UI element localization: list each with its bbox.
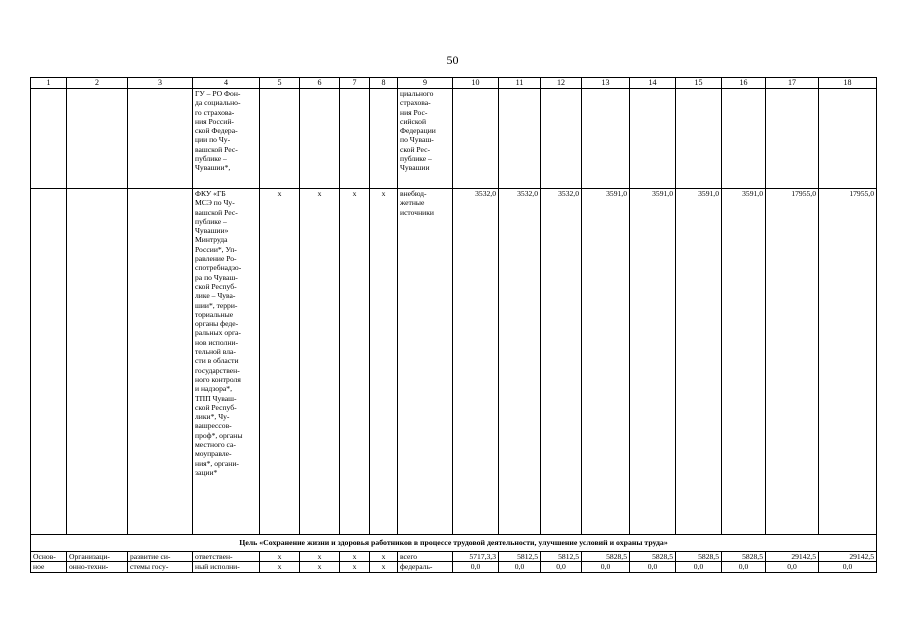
column-number: 12 — [541, 78, 582, 89]
value-cell: 17955,0 — [766, 189, 819, 535]
column-number: 11 — [499, 78, 541, 89]
x-mark: x — [370, 189, 398, 535]
value-cell: 0,0 — [630, 562, 676, 572]
value-cell: 3532,0 — [453, 189, 499, 535]
x-mark: x — [370, 562, 398, 572]
value-cell: 5717,3,3 — [453, 552, 499, 562]
value-cell: 3532,0 — [541, 189, 582, 535]
value-cell: 5828,5 — [676, 552, 722, 562]
x-mark: x — [300, 552, 340, 562]
x-mark: x — [300, 562, 340, 572]
value-cell: 5812,5 — [499, 552, 541, 562]
x-mark: x — [300, 189, 340, 535]
column-number: 6 — [300, 78, 340, 89]
column-number: 10 — [453, 78, 499, 89]
responsible-executor-cell: ответствен- — [193, 552, 260, 562]
column-number: 13 — [582, 78, 630, 89]
x-mark: x — [340, 552, 370, 562]
responsible-executor-cell: ФКУ «ГБ МСЭ по Чу- вашской Рес- публике – Чувашии» Минтруда России*, Уп- равление Ро- спотребнадзо- ра по Чуваш- ской Респуб- лике – Чува- шии*, терри- ториальные органы феде- ральных орга- нов исполни- тельной вла- сти в области государствен- ного контроля и надзора*, ТПП Чуваш- ской Респуб- лики*, Чу- вашрессов- проф*, органы местного са- моуправле- ния*, органи- зации* — [193, 189, 260, 535]
value-cell: 17955,0 — [819, 189, 877, 535]
value-cell: 3591,0 — [630, 189, 676, 535]
column-number: 5 — [260, 78, 300, 89]
value-cell: 5828,5 — [582, 552, 630, 562]
page-number: 50 — [446, 53, 459, 67]
value-cell: 3532,0 — [499, 189, 541, 535]
value-cell: 5828,5 — [722, 552, 766, 562]
value-cell: 0,0 — [766, 562, 819, 572]
column-number-row — [31, 78, 877, 89]
value-cell: 29142,5 — [819, 552, 877, 562]
value-cell: 0,0 — [676, 562, 722, 572]
value-cell: 0,0 — [582, 562, 630, 572]
x-mark: x — [340, 189, 370, 535]
responsible-executor-cell: ГУ – РО Фон- да социально- го страхова- ния Россий- ской Федера- ции по Чу- вашской Рес- публике – Чувашии*, — [193, 89, 260, 189]
x-mark: x — [260, 189, 300, 535]
value-cell: 0,0 — [499, 562, 541, 572]
column-number: 1 — [31, 78, 67, 89]
table-row — [31, 89, 877, 189]
value-cell: 3591,0 — [722, 189, 766, 535]
table-row — [31, 552, 877, 562]
value-cell: 5812,5 — [541, 552, 582, 562]
x-mark: x — [340, 562, 370, 572]
x-mark: x — [370, 552, 398, 562]
goal-row — [31, 535, 877, 552]
event-description-cell: развитие си- — [128, 552, 193, 562]
event-name-cell: онно-техни- — [67, 562, 128, 572]
x-mark: x — [260, 552, 300, 562]
value-cell: 5828,5 — [630, 552, 676, 562]
table-row — [31, 189, 877, 535]
goal-heading: Цель «Сохранение жизни и здоровья работников в процессе трудовой деятельности, улучшение условий и охраны труда» — [31, 535, 877, 552]
column-number: 7 — [340, 78, 370, 89]
table-row — [31, 562, 877, 572]
funding-source-cell: циального страхова- ния Рос- сийской Федерации по Чуваш- ской Рес- публике – Чувашии — [398, 89, 453, 189]
column-number: 15 — [676, 78, 722, 89]
column-number: 14 — [630, 78, 676, 89]
funding-source-cell: всего — [398, 552, 453, 562]
column-number: 9 — [398, 78, 453, 89]
value-cell: 0,0 — [819, 562, 877, 572]
column-number: 18 — [819, 78, 877, 89]
value-cell: 3591,0 — [676, 189, 722, 535]
funding-source-cell: федераль- — [398, 562, 453, 572]
event-type-cell: ное — [31, 562, 67, 572]
event-description-cell: стемы госу- — [128, 562, 193, 572]
value-cell: 0,0 — [453, 562, 499, 572]
event-type-cell: Основ- — [31, 552, 67, 562]
funding-source-cell: внебюд- жетные источники — [398, 189, 453, 535]
column-number: 2 — [67, 78, 128, 89]
column-number: 8 — [370, 78, 398, 89]
x-mark: x — [260, 562, 300, 572]
column-number: 3 — [128, 78, 193, 89]
column-number: 16 — [722, 78, 766, 89]
event-name-cell: Организаци- — [67, 552, 128, 562]
budget-table — [30, 77, 877, 573]
value-cell: 3591,0 — [582, 189, 630, 535]
value-cell: 29142,5 — [766, 552, 819, 562]
responsible-executor-cell: ный исполни- — [193, 562, 260, 572]
column-number: 4 — [193, 78, 260, 89]
column-number: 17 — [766, 78, 819, 89]
value-cell: 0,0 — [722, 562, 766, 572]
value-cell: 0,0 — [541, 562, 582, 572]
